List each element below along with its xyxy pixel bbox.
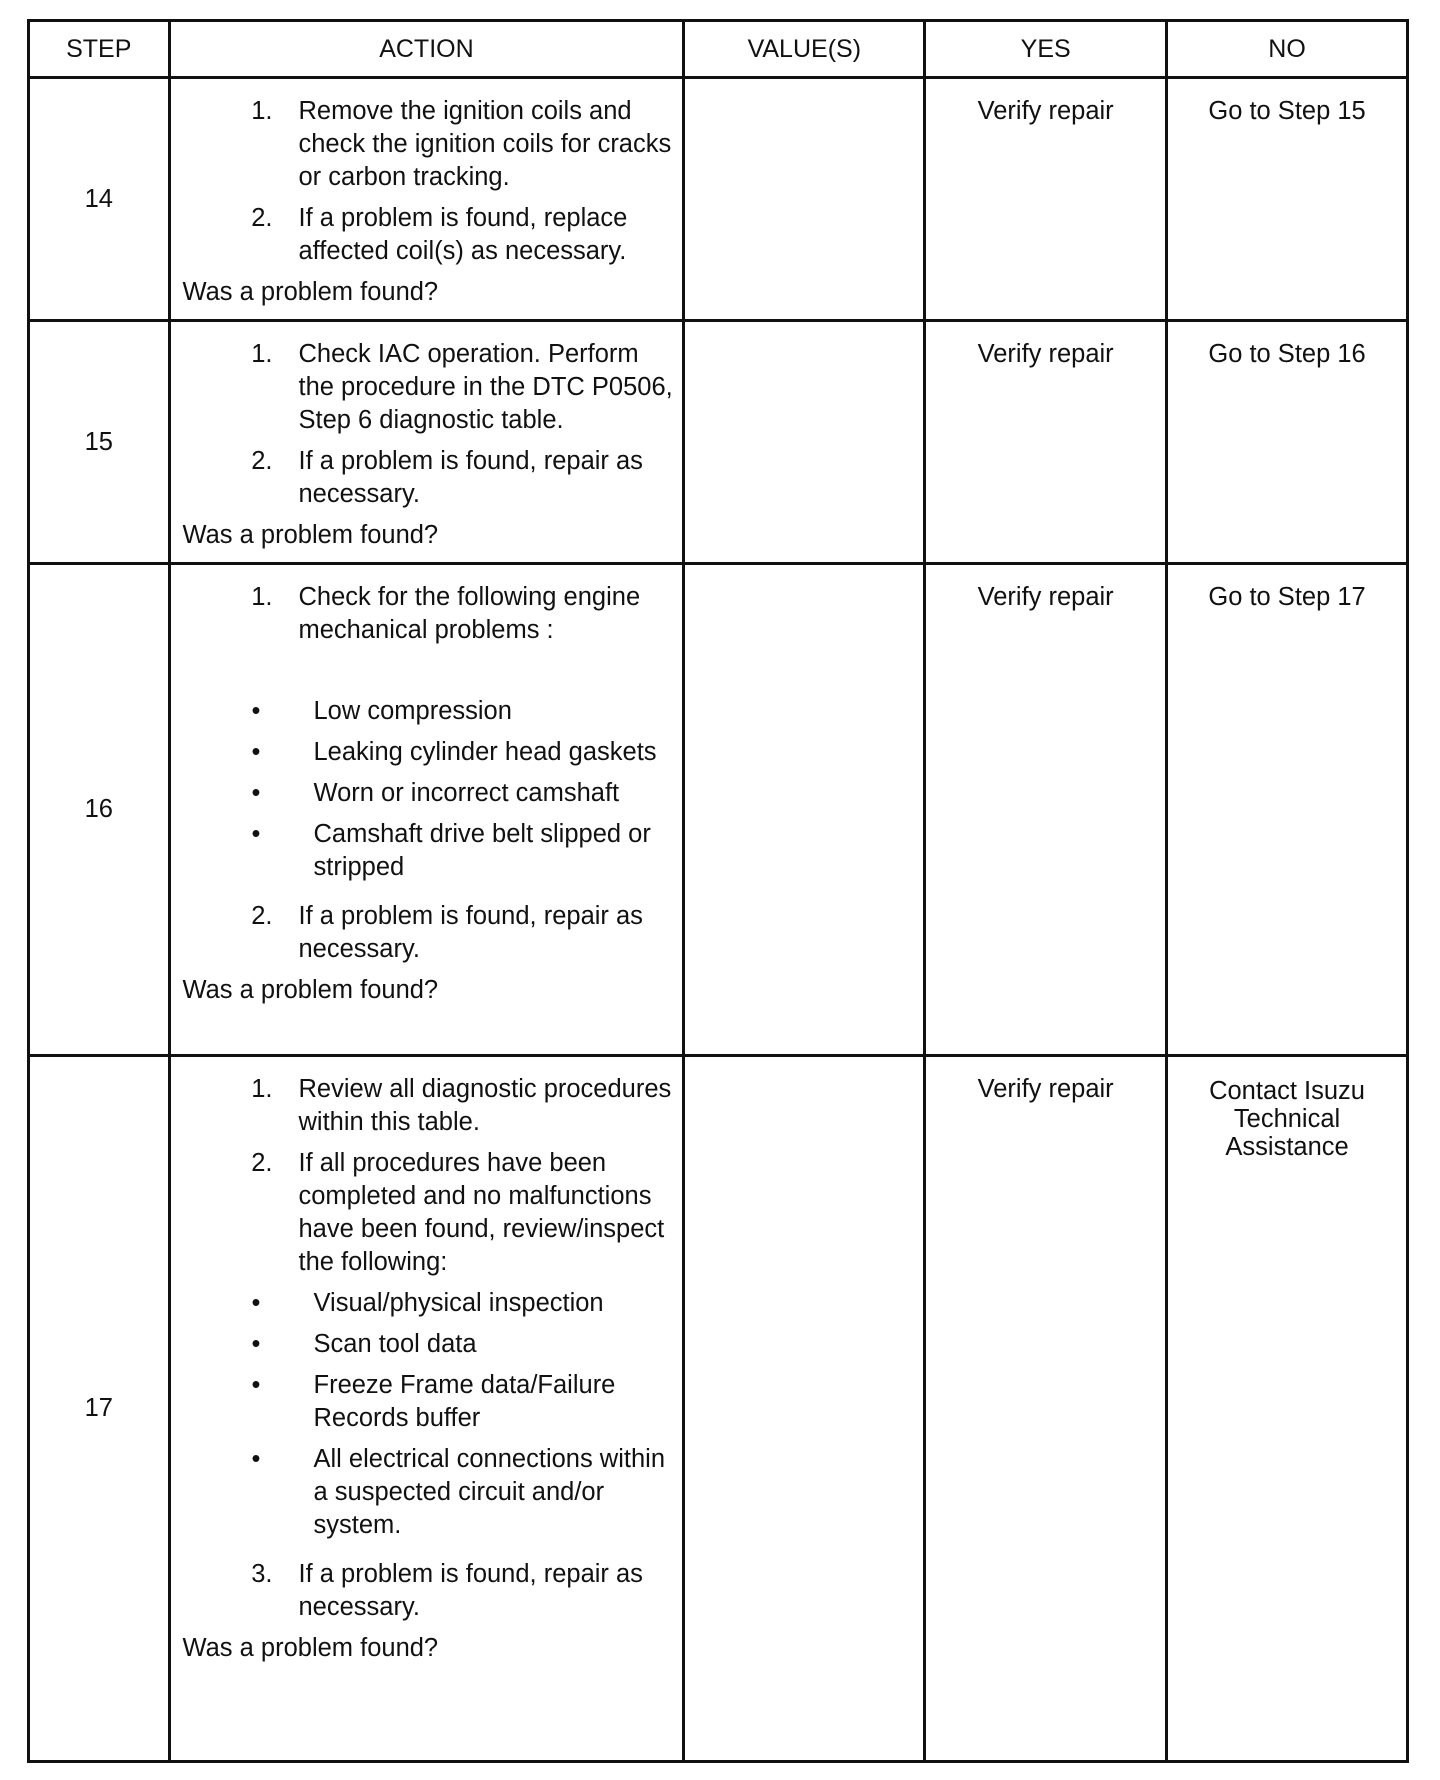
step-number: 14 [29,78,170,321]
value-cell [684,564,925,1056]
header-action: ACTION [169,21,684,78]
header-yes: YES [925,21,1167,78]
item-text: Review all diagnostic procedures within this table. [298,1075,672,1136]
bullet-text: Visual/physical inspection [313,1289,604,1317]
yes-cell: Verify repair [925,1056,1167,1762]
bullet-item: • Low compression [299,695,675,728]
yes-cell: Verify repair [925,78,1167,321]
item-number: 1. [251,1075,273,1103]
diagnostic-table [27,19,1409,1763]
item-number: 1. [251,97,273,125]
item-text: If all procedures have been completed and no malfunctions have been found, review/inspect the following: [298,1149,665,1276]
question-text: Was a problem found? [182,1634,439,1662]
value-cell [684,1056,925,1762]
item-text: If a problem is found, repair as necessary. [298,447,643,508]
question-text: Was a problem found? [182,976,439,1004]
action-cell [169,78,684,321]
item-text: Check for the following engine mechanical problems : [298,583,641,644]
table-row [29,564,1408,1056]
bullet-text: Freeze Frame data/Failure Records buffer [313,1371,616,1432]
bullet-item: • Leaking cylinder head gaskets [299,736,675,769]
bullet-list [251,1287,675,1542]
action-item [183,1558,675,1624]
table-row [29,1056,1408,1762]
action-item [183,1073,675,1139]
item-number: 3. [251,1560,273,1588]
item-number: 2. [251,902,273,930]
bullet-text: Camshaft drive belt slipped or stripped [313,820,651,881]
item-number: 1. [251,340,273,368]
bullet-text: Leaking cylinder head gaskets [313,738,657,766]
bullet-item: • Visual/physical inspection [299,1287,675,1320]
item-text: Remove the ignition coils and check the ignition coils for cracks or carbon tracking. [298,97,672,191]
item-text: If a problem is found, repair as necessary. [298,1560,643,1621]
action-item [183,581,675,892]
bullet-list [251,695,675,884]
item-number: 1. [251,583,273,611]
step-number: 15 [29,321,170,564]
value-cell [684,321,925,564]
action-cell [169,321,684,564]
header-step: STEP [29,21,170,78]
item-text: If a problem is found, replace affected coil(s) as necessary. [298,204,628,265]
action-cell [169,1056,684,1762]
question-text: Was a problem found? [182,278,439,306]
action-item [183,900,675,966]
action-item [183,95,675,194]
step-number: 16 [29,564,170,1056]
item-number: 2. [251,447,273,475]
item-number: 2. [251,1149,273,1177]
no-cell: Contact Isuzu Technical Assistance [1167,1056,1408,1762]
diagnostic-table-page [27,19,1409,1763]
action-item [183,338,675,437]
bullet-item: • All electrical connections within a suspected circuit and/or system. [299,1443,675,1542]
table-row [29,321,1408,564]
bullet-item: • Camshaft drive belt slipped or stripped [299,818,675,884]
header-values: VALUE(S) [684,21,925,78]
bullet-text: All electrical connections within a suspected circuit and/or system. [313,1445,665,1539]
action-cell [169,564,684,1056]
no-cell: Go to Step 15 [1167,78,1408,321]
step-number: 17 [29,1056,170,1762]
bullet-item: • Worn or incorrect camshaft [299,777,675,810]
action-item [183,445,675,511]
bullet-item: • Scan tool data [299,1328,675,1361]
no-cell: Go to Step 16 [1167,321,1408,564]
header-row [29,21,1408,78]
item-number: 2. [251,204,273,232]
yes-cell: Verify repair [925,564,1167,1056]
no-cell: Go to Step 17 [1167,564,1408,1056]
header-no: NO [1167,21,1408,78]
question-text: Was a problem found? [182,521,439,549]
value-cell [684,78,925,321]
yes-cell: Verify repair [925,321,1167,564]
bullet-text: Worn or incorrect camshaft [313,779,620,807]
item-text: Check IAC operation. Perform the procedure in the DTC P0506, Step 6 diagnostic table. [298,340,673,434]
bullet-item: • Freeze Frame data/Failure Records buffer [299,1369,675,1435]
item-text: If a problem is found, repair as necessary. [298,902,643,963]
action-item [183,202,675,268]
action-item [183,1147,675,1550]
table-row [29,78,1408,321]
bullet-text: Low compression [313,697,512,725]
bullet-text: Scan tool data [313,1330,477,1358]
